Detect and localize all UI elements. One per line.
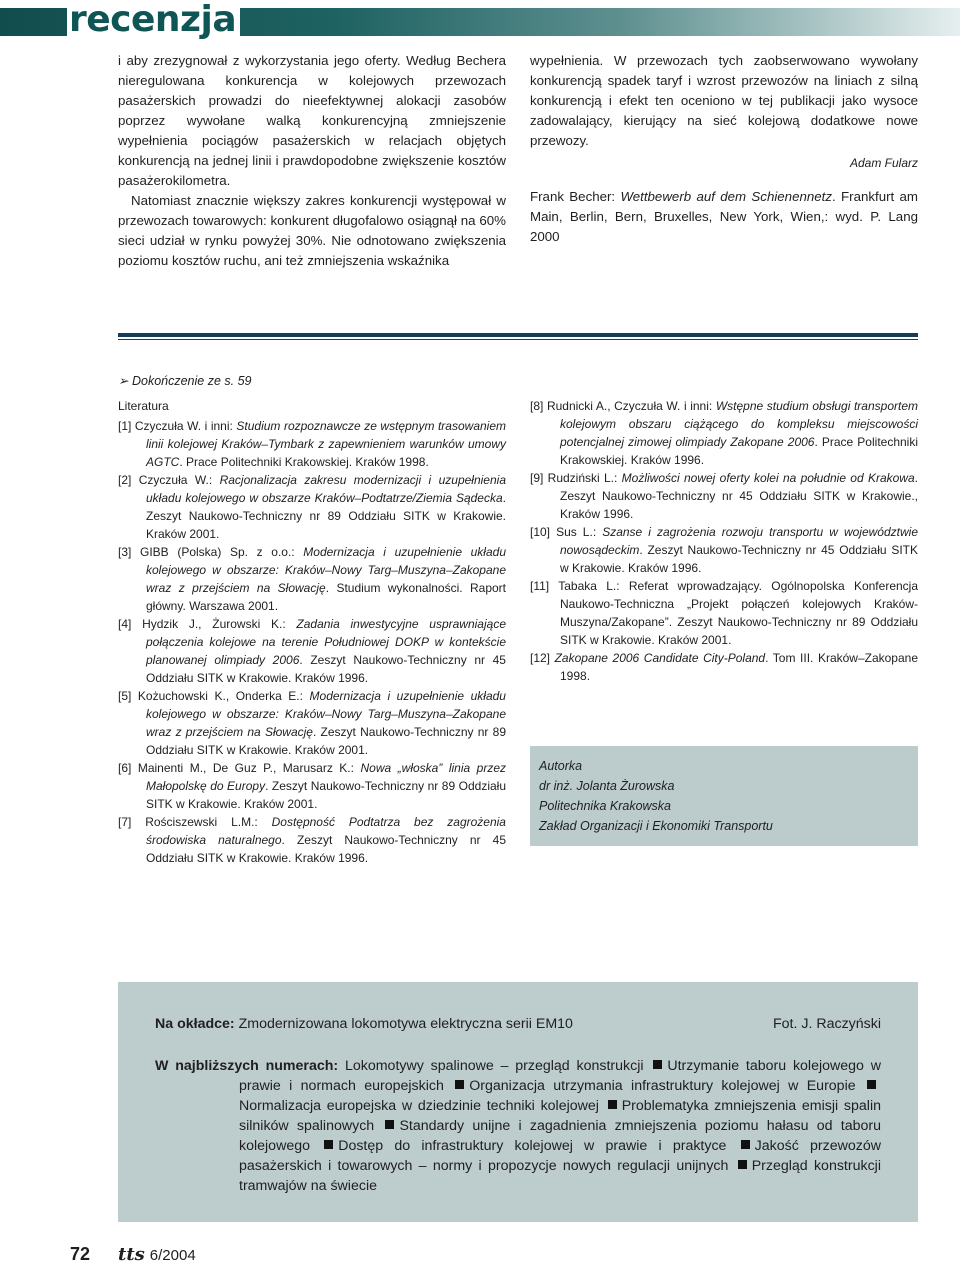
next-issue-topic: Lokomotywy spalinowe – przegląd konstrukcji <box>344 1058 644 1074</box>
next-issue-topic: Problematyka zmniejszenia emisji spalin silników spalinowych <box>239 1098 881 1134</box>
author-institution: Politechnika Krakowska <box>539 799 672 813</box>
section-divider-thin <box>118 339 918 340</box>
next-issue-topic: Dostęp do infrastruktury kolejowej w prawie i praktyce <box>338 1138 727 1154</box>
continuation-note: ➢ Dokończenie ze s. 59 <box>118 374 252 388</box>
square-bullet-icon <box>608 1100 617 1109</box>
review-paragraph: Natomiast znacznie większy zakres konkurencji występował w przewozach towarowych: konkurent długofalowo osiągnął na 60% sieci udział w rynku powyżej 30%. Nie odnotowano zwiększenia poziomu kosztów ruchu, ani też zmniejszenia wskaźnika <box>118 193 506 268</box>
square-bullet-icon <box>455 1080 464 1089</box>
reference-item: [11] Tabaka L.: Referat wprowadzający. Ogólnopolska Konferencja Naukowo-Techniczna „Projekt połączeń kolejowych Kraków-Muszyna/Zakopane”. Zeszyt Naukowo-Techniczny nr 89 Oddziału SITK w Krakowie. Kraków 2001. <box>530 579 919 647</box>
next-issue-topic: Standardy unijne i zagadnienia zmniejszenia poziomu hałasu od taboru kolejowego <box>239 1118 882 1154</box>
section-divider <box>118 333 918 337</box>
issue-number: 6/2004 <box>149 1247 196 1264</box>
next-issue-topic: Przegląd konstrukcji tramwajów na świecie <box>239 1158 881 1194</box>
next-issue-topic: Utrzymanie taboru kolejowego w prawie i normach europejskich <box>239 1058 881 1094</box>
review-paragraph: wypełnienia. W przewozach tych zaobserwowano wywołany konkurencją spadek taryf i wzrost przewozów na liniach z silną konkurencją i efekt ten oceniono w tej publikacji jako wysoce zadowalający, kierujący na sieć kolejową dodatkowe nowe przewozy. <box>530 53 918 148</box>
cover-text: Zmodernizowana lokomotywa elektryczna serii EM10 <box>238 1016 573 1032</box>
review-left-column <box>118 51 506 271</box>
reference-item: [9] Rudziński L.: Możliwości nowej oferty kolei na południe od Krakowa. Zeszyt Naukowo-Techniczny nr 45 Oddziału SITK w Krakowie., Kraków 1996. <box>530 471 918 521</box>
section-title: recenzja <box>67 0 240 40</box>
reference-item: [7] Rościszewski L.M.: Dostępność Podtatrza bez zagrożenia środowiska naturalnego. Zeszyt Naukowo-Techniczny nr 45 Oddziału SITK w Krakowie. Kraków 1996. <box>118 815 506 865</box>
next-issues-label: W najbliższych numerach: <box>155 1058 339 1074</box>
next-issue-topic: Normalizacja europejska w dziedzinie techniki kolejowej <box>239 1098 599 1114</box>
review-right-column <box>530 51 918 247</box>
author-label: Autorka <box>539 759 583 773</box>
cover-label: Na okładce: <box>155 1016 235 1032</box>
magazine-logo: tts <box>118 1244 145 1265</box>
author-box <box>530 746 918 846</box>
next-issues-list <box>155 1056 881 1196</box>
arrow-icon: ➢ <box>118 374 129 388</box>
square-bullet-icon <box>653 1060 662 1069</box>
cover-caption <box>155 1014 881 1034</box>
author-name: dr inż. Jolanta Żurowska <box>539 779 675 793</box>
reference-item: [10] Sus L.: Szanse i zagrożenia rozwoju transportu w województwie nowosądeckim. Zeszyt Naukowo-Techniczny nr 45 Oddziału SITK w Krakowie. Kraków 1996. <box>530 525 918 575</box>
reference-item: [12] Zakopane 2006 Candidate City-Poland. Tom III. Kraków–Zakopane 1998. <box>530 651 918 683</box>
next-issue-topic: Jakość przewozów pasażerskich i towarowych – normy i propozycje nowych regulacji unijnych <box>239 1138 881 1174</box>
next-issue-topic: Organizacja utrzymania infrastruktury kolejowej w Europie <box>469 1078 856 1094</box>
author-department: Zakład Organizacji i Ekonomiki Transportu <box>539 819 773 833</box>
square-bullet-icon <box>741 1140 750 1149</box>
reference-item: [3] GIBB (Polska) Sp. z o.o.: Modernizacja i uzupełnienie układu kolejowego w obszarze: Kraków–Nowy Targ–Muszyna–Zakopane wraz z przejściem na Słowację. Studium wykonalności. Raport główny. Warszawa 2001. <box>118 545 507 613</box>
bibliographic-note: Frank Becher: Wettbewerb auf dem Schienennetz. Frankfurt am Main, Berlin, Bern, Bruxelles, New York, Wien,: wyd. P. Lang 2000 <box>530 189 919 244</box>
reference-item: [5] Kożuchowski K., Onderka E.: Modernizacja i uzupełnienie układu kolejowego w obszarze: Kraków–Nowy Targ–Muszyna–Zakopane wraz z przejściem na Słowację. Zeszyt Naukowo-Techniczny nr 89 Oddziału SITK w Krakowie. Kraków 2001. <box>118 689 506 757</box>
square-bullet-icon <box>867 1080 876 1089</box>
literature-left-column <box>118 397 506 867</box>
reference-item: [6] Mainenti M., De Guz P., Marusarz K.: Nowa „włoska” linia przez Małopolskę do Europy. Zeszyt Naukowo-Techniczny nr 89 Oddziału SITK w Krakowie. Kraków 2001. <box>118 761 507 811</box>
square-bullet-icon <box>324 1140 333 1149</box>
literature-heading: Literatura <box>118 399 169 413</box>
square-bullet-icon <box>738 1160 747 1169</box>
reference-item: [8] Rudnicki A., Czyczuła W. i inni: Wstępne studium obsługi transportem kolejowym obszaru ciążącego do kompleksu miejscowości potencjalnej zimowej olimpiady Zakopane 2006. Prace Politechniki Krakowskiej. Kraków 1996. <box>530 399 919 467</box>
photo-credit: Fot. J. Raczyński <box>772 1016 881 1032</box>
reference-item: [2] Czyczuła W.: Racjonalizacja zakresu modernizacji i uzupełnienia układu kolejowego w obszarze Kraków–Podtatrze/Ziemia Sądecka. Zeszyt Naukowo-Techniczny nr 89 Oddziału SITK w Krakowie. Kraków 2001. <box>118 473 506 541</box>
reviewer-signature: Adam Fularz <box>849 156 918 170</box>
reference-item: [4] Hydzik J., Żurowski K.: Zadania inwestycyjne usprawniające połączenia kolejowe na terenie Południowej DOKP w kontekście planowanej olimpiady 2006. Zeszyt Naukowo-Techniczny nr 45 Oddziału SITK w Krakowie. Kraków 1996. <box>118 617 506 685</box>
square-bullet-icon <box>385 1120 394 1129</box>
page-number: 72 <box>70 1244 91 1264</box>
magazine-issue <box>118 1244 196 1265</box>
next-issues-box <box>118 982 918 1222</box>
literature-right-column <box>530 397 918 685</box>
reference-item: [1] Czyczuła W. i inni: Studium rozpoznawcze ze wstępnym trasowaniem linii kolejowej Kraków–Tymbark z zapewnieniem warunków umowy AGTC. Prace Politechniki Krakowskiej. Kraków 1998. <box>118 419 506 469</box>
review-paragraph: i aby zrezygnował z wykorzystania jego oferty. Według Bechera nieregulowana konkurencja w kolejowych przewozach pasażerskich prowadzi do nieefektywnej alokacji zasobów poprzez wywołane walką konkurencyjną zmniejszenie wypełnienia pociągów pasażerskich w relacjach objętych konkurencją na jednej linii i prawdopodobne zwiększenie kosztów pasażerokilometra. <box>118 53 506 188</box>
